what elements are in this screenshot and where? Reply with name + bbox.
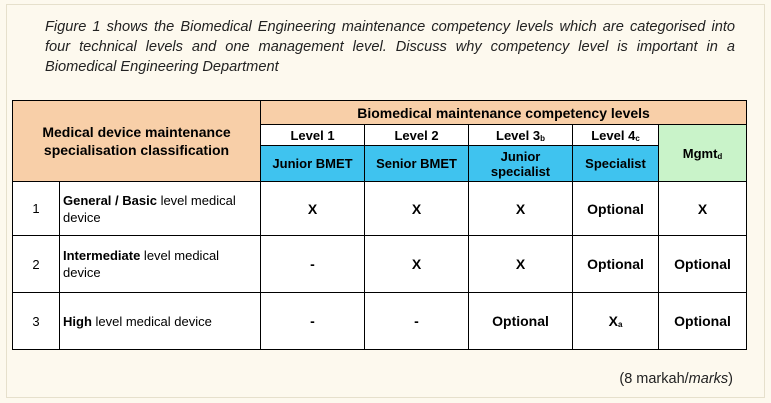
cell-level-1: - (261, 236, 365, 293)
cell-level-3: X (469, 236, 573, 293)
cell-level-4: Optional (573, 236, 659, 293)
table-row (13, 182, 747, 236)
row-number: 2 (13, 236, 60, 293)
competency-table (12, 100, 747, 350)
cell-mgmt: Optional (659, 293, 747, 350)
level-3-header: Level $3_b$ (469, 125, 573, 146)
question-text: Figure 1 shows the Biomedical Engineering maintenance competency levels which are categorised into four technical levels and one management level. Discuss why competency level is important in a Biomedical Engineering Department (45, 19, 735, 75)
role-senior-bmet: Senior BMET (365, 146, 469, 182)
level-1-header: Level 1 (261, 125, 365, 146)
level-2-header: Level 2 (365, 125, 469, 146)
cell-level-1: - (261, 293, 365, 350)
device-class-label: Intermediate level medical device (60, 236, 261, 293)
cell-level-1: X (261, 182, 365, 236)
cell-mgmt: Optional (659, 236, 747, 293)
row-number: 1 (13, 182, 60, 236)
role-junior-specialist: Junior specialist (469, 146, 573, 182)
device-class-label: General / Basic level medical device (60, 182, 261, 236)
role-junior-bmet: Junior BMET (261, 146, 365, 182)
table-row (13, 236, 747, 293)
row-header-cell: Medical device maintenance specialisation classification (13, 101, 261, 182)
cell-level-2: - (365, 293, 469, 350)
device-class-label: High level medical device (60, 293, 261, 350)
cell-mgmt: X (659, 182, 747, 236)
table-row (13, 293, 747, 350)
group-header: Biomedical maintenance competency levels (261, 101, 747, 125)
cell-level-4: Optional (573, 182, 659, 236)
cell-level-4: $X_a$ (573, 293, 659, 350)
row-number: 3 (13, 293, 60, 350)
marks-label: (8 markah/marks) (619, 371, 733, 387)
mgmt-header: Mgmt$_d$ (659, 125, 747, 182)
cell-level-2: X (365, 236, 469, 293)
role-specialist: Specialist (573, 146, 659, 182)
cell-level-3: X (469, 182, 573, 236)
cell-level-3: Optional (469, 293, 573, 350)
level-4-header: Level $4_c$ (573, 125, 659, 146)
cell-level-2: X (365, 182, 469, 236)
